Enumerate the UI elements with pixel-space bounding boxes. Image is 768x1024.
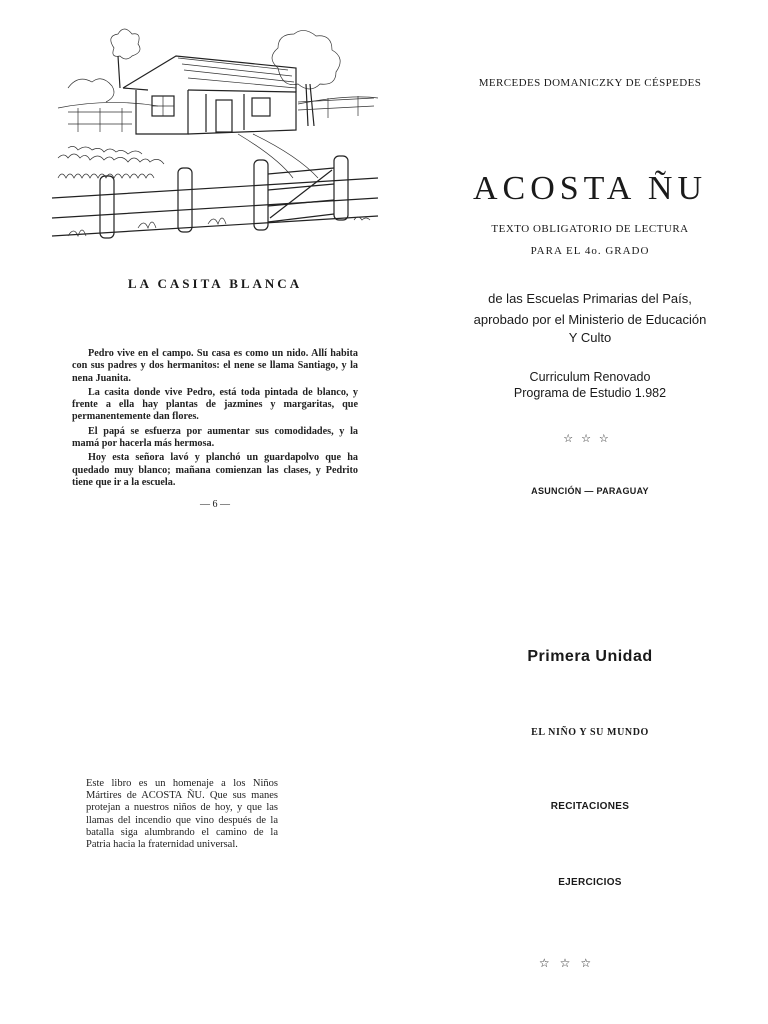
star-divider-bottom: ☆☆☆ [538, 956, 602, 970]
subtitle-line-2: PARA EL 4o. GRADO [530, 245, 650, 257]
curriculum-line-2: Programa de Estudio 1.982 [513, 386, 667, 400]
story-paragraph: El papá se esfuerza por aumentar sus comodidades, y la mamá por hacerla más hermosa. [72, 425, 358, 450]
approval-line-1: de las Escuelas Primarias del País, [488, 291, 692, 306]
section-heading-2: RECITACIONES [550, 801, 630, 812]
unit-title: Primera Unidad [527, 648, 653, 665]
curriculum-line-1: Curriculum Renovado [529, 370, 651, 384]
house-illustration [48, 28, 384, 243]
author-name: MERCEDES DOMANICZKY DE CÉSPEDES [478, 77, 702, 89]
approval-line-2: aprobado por el Ministerio de Educación [473, 312, 707, 327]
star-divider: ☆☆☆ [563, 432, 617, 445]
section-heading-1: EL NIÑO Y SU MUNDO [531, 727, 649, 738]
dedication-text: Este libro es un homenaje a los Niños Mártires de ACOSTA ÑU. Que sus manes protejan a nuestros niños de hoy, y que las llamas del incendio que vino después de la batalla siga alumbrando el camino de la Patria hacia la fraternidad universal. [86, 778, 278, 851]
story-paragraph: La casita donde vive Pedro, está toda pintada de blanco, y frente a ella hay plantas de jazmines y margaritas, que permanentemente dan flores. [72, 386, 358, 423]
approval-line-3: Y Culto [568, 330, 612, 345]
page-number: — 6 — [200, 499, 230, 510]
story-title: LA CASITA BLANCA [127, 276, 303, 291]
section-heading-3: EJERCICIOS [558, 877, 622, 888]
story-paragraph: Pedro vive en el campo. Su casa es como un nido. Allí habita con sus padres y dos hermanitos: el nene se llama Santiago, y la nena Juanita. [72, 348, 358, 384]
story-body [72, 348, 358, 491]
subtitle-line-1: TEXTO OBLIGATORIO DE LECTURA [491, 223, 689, 235]
book-title: ACOSTA ÑU [472, 170, 708, 207]
publication-place: ASUNCIÓN — PARAGUAY [531, 486, 649, 496]
story-paragraph: Hoy esta señora lavó y planchó un guardapolvo que ha quedado muy blanco; mañana comienzan las clases, y Pedrito tiene que ir a la escuela. [72, 452, 358, 488]
